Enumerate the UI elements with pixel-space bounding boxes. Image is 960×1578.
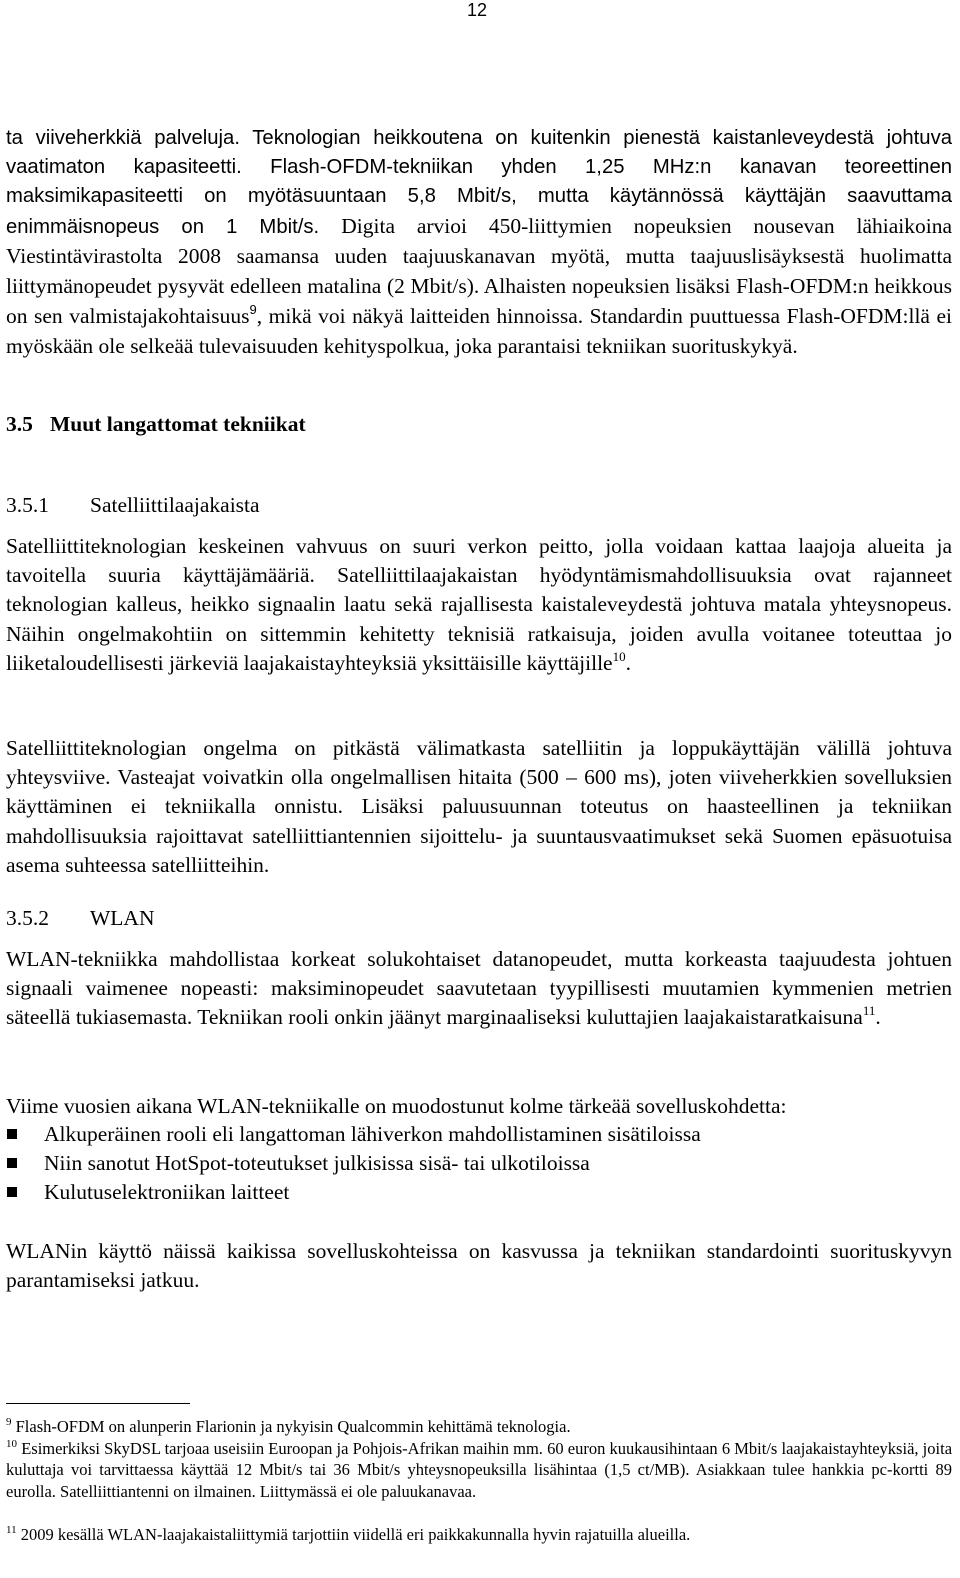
- footnote-text: Flash-OFDM on alunperin Flarionin ja nykyisin Qualcommin kehittämä teknologia.: [15, 1417, 571, 1436]
- footnote-text: Esimerkiksi SkyDSL tarjoaa useisiin Euroopan ja Pohjois-Afrikan maihin mm. 60 euron kuukausihintaan 6 Mbit/s laajakaistayhteyksiä, joita kuluttaja voi tarvittaessa käyttää 12 Mbit/s tai 36 Mbit/s yhteysnopeuksilla lisähintaa (1,5 ct/MB). Asiakkaan tulee hankkia pc-kortti 89 eurolla. Satelliittiantenni on ilmainen. Liittymässä ei ole paluukanavaa.: [6, 1439, 953, 1501]
- list-item: [6, 1120, 946, 1149]
- paragraph-wlan-speeds-text: WLAN-tekniikka mahdollistaa korkeat solukohtaiset datanopeudet, mutta korkeasta taajuudesta johtuen signaali vaimenee nopeasti: maksiminopeudet saavutetaan tyypillisesti muutamien kymmenien metrien säteellä tukiasemasta. Tekniikan rooli onkin jäänyt marginaaliseksi kuluttajien laajakaistaratkaisuna: [6, 947, 952, 1030]
- list-item: [6, 1149, 946, 1178]
- list-item-text: Alkuperäinen rooli eli langattoman lähiverkon mahdollistaminen sisätiloissa: [44, 1122, 701, 1146]
- paragraph-satellite-strengths-text: Satelliittiteknologian keskeinen vahvuus on suuri verkon peitto, jolla voidaan kattaa laajoja alueita ja tavoitella suuria käyttäjämääriä. Satelliittilaajakaistan hyödyntämismahdollisuuksia ovat rajanneet teknologian kalleus, heikko signaalin laatu sekä rajallisesta kaistaleveydestä johtuva matala yhteysnopeus. Näihin ongelmakohtiin on sittemmin kehitetty teknisiä ratkaisuja, joiden avulla voitanee toteuttaa jo liiketaloudellisesti järkeviä laajakaistayhteyksiä yksittäisille käyttäjille: [6, 534, 952, 675]
- footnote-separator: [6, 1403, 190, 1404]
- section-title: Muut langattomat tekniikat: [50, 412, 306, 436]
- paragraph-wlan-intro: Viime vuosien aikana WLAN-tekniikalle on muodostunut kolme tärkeää sovelluskohdetta:: [6, 1094, 787, 1118]
- paragraph-wlan-growth: WLANin käyttö näissä kaikissa sovelluskohteissa on kasvussa ja tekniikan standardointi suorituskyvyn parantamiseksi jatkuu.: [6, 1239, 952, 1293]
- footnote-number: 11: [6, 1524, 17, 1536]
- subsection-heading-satellite: [6, 491, 260, 519]
- paragraph-satellite-latency: Satelliittiteknologian ongelma on pitkästä välimatkasta satelliitin ja loppukäyttäjän välillä johtuva yhteysviive. Vasteajat voivatkin olla ongelmallisen hitaita (500 – 600 ms), joten viiveherkkien sovelluksien käyttäminen ei tekniikalla onnistu. Lisäksi paluusuunnan toteutus on haasteellinen ja tekniikan mahdollisuuksia rajoittavat satelliittiantennien sijoittelu- ja suuntausvaatimukset sekä Suomen epäsuotuisa asema suhteessa satelliitteihin.: [6, 736, 952, 877]
- subsection-title-satellite: Satelliittilaajakaista: [90, 493, 260, 517]
- paragraph-flash-ofdm-part-c: , mikä voi näkyä laitteiden hinnoissa. Standardin puuttuessa Flash-OFDM:llä ei myöskään ole selkeää tulevaisuuden kehityspolkua, joka parantaisi tekniikan suorituskykyä.: [6, 304, 952, 359]
- list-item-text: Niin sanotut HotSpot-toteutukset julkisissa sisä- tai ulkotiloissa: [44, 1151, 590, 1175]
- paragraph-wlan-speeds: [6, 945, 952, 1033]
- square-bullet-icon: [7, 1187, 17, 1197]
- footnote-number: 10: [6, 1438, 17, 1450]
- paragraph-flash-ofdm-part-b: Digita arvioi 450-liittymien nopeuksien nousevan lähiaikoina Viestintävirastolta 2008 saamansa uuden taajuuskanavan myötä, mutta taajuuslisäyksestä huolimatta liittymänopeudet pysyvät edelleen matalina (2 Mbit/s). Alhaisten nopeuksien lisäksi Flash-OFDM:n heikkous on sen valmistajakohtaisuus: [6, 213, 952, 329]
- footnote-text: 2009 kesällä WLAN-laajakaistaliittymiä tarjottiin viidellä eri paikkakunnalla hyvin rajatuilla alueilla.: [20, 1525, 691, 1544]
- list-item: [6, 1178, 946, 1207]
- section-number: 3.5: [6, 412, 33, 436]
- subsection-number-satellite: 3.5.1: [6, 493, 49, 517]
- footnote-number: 9: [6, 1416, 12, 1428]
- paragraph-wlan-speeds-end: .: [875, 1005, 881, 1030]
- footnote-ref-11: 11: [862, 1003, 876, 1019]
- footnote-10: [6, 1438, 952, 1502]
- footnote-ref-10: 10: [612, 648, 626, 664]
- square-bullet-icon: [7, 1129, 17, 1139]
- footnote-ref-9: 9: [249, 302, 257, 318]
- footnote-11: [6, 1524, 952, 1545]
- square-bullet-icon: [7, 1158, 17, 1168]
- bullet-list: [6, 1120, 946, 1207]
- list-item-text: Kulutuselektroniikan laitteet: [44, 1180, 290, 1204]
- paragraph-flash-ofdm: [6, 124, 952, 363]
- paragraph-flash-ofdm-part-a: ta viiveherkkiä palveluja. Teknologian heikkoutena on kuitenkin pienestä kaistanleveydestä johtuva vaatimaton kapasiteetti. Flash-OFDM-tekniikan yhden 1,25 MHz:n kanavan teoreettinen maksimikapasiteetti on myötäsuuntaan 5,8 Mbit/s, mutta käytännössä käyttäjän saavuttama enimmäisnopeus on 1 Mbit/s.: [6, 127, 952, 238]
- section-heading: [6, 410, 306, 438]
- page-number: 12: [466, 0, 488, 20]
- subsection-title-wlan: WLAN: [90, 906, 155, 930]
- subsection-number-wlan: 3.5.2: [6, 906, 49, 930]
- paragraph-satellite-strengths: [6, 532, 952, 678]
- paragraph-satellite-strengths-end: .: [625, 650, 631, 675]
- subsection-heading-wlan: [6, 904, 154, 932]
- footnote-9: [6, 1416, 952, 1437]
